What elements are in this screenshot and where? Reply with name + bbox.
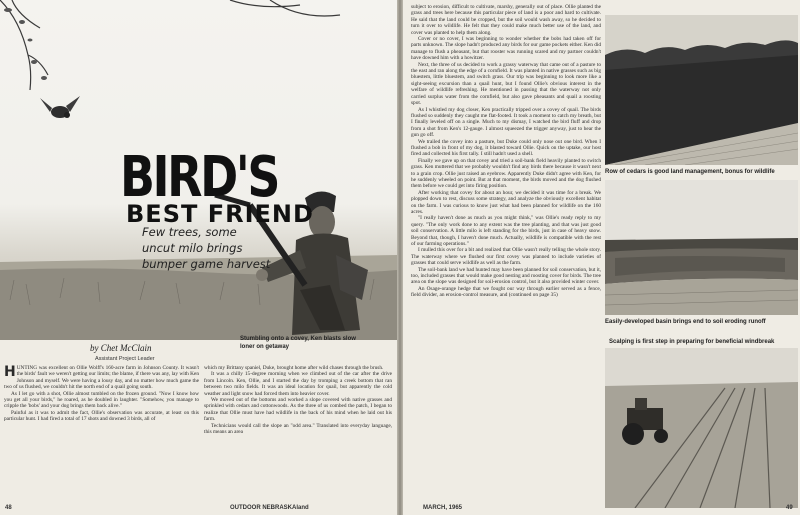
article-deck: Few trees, some uncut milo brings bumper game harvest bbox=[142, 225, 271, 271]
photo-caption-3: Scalping is first step in preparing for beneficial windbreak bbox=[609, 339, 775, 345]
drop-cap: H bbox=[4, 365, 16, 380]
page-number: 48 bbox=[5, 505, 12, 511]
issue-date: MARCH, 1965 bbox=[423, 505, 463, 511]
byline-role: Assistant Project Leader bbox=[95, 356, 155, 362]
hunter-photo bbox=[0, 0, 397, 340]
paragraph: Technicians would call the slope an "odd area." Translated into everyday language, this means an area bbox=[204, 422, 392, 436]
paragraph: Painful as it was to admit the fact, Ollie's observation was accurate, at least on this particular hunt. I had fired a total of 17 shots and downed 3 birds, all of bbox=[4, 409, 199, 423]
paragraph: which my Brittany spaniel, Duke, brought home after wild chases through the brush. bbox=[204, 365, 384, 371]
photo-caption-1: Row of cedars is good land management, bonus for wildlife bbox=[605, 169, 775, 175]
paragraph: "I really haven't done as much as you might think," was Ollie's ready reply to my query. "The only work done to any extent was the tree planting, and that was just good soil conservation. A little milo is left standing for the birds, just in case of heavy snow. Beyond that, though, I haven't done much. Actually, wildlife is compatible with the rest of our farming operations." bbox=[411, 215, 601, 248]
paragraph: We moved out of the bottoms and worked a slope covered with native grasses and sprinkled with cedars and cottonwoods. As the three of us combed the patch, I began to realize that Ollie must have had wildlife in the back of his mind when he laid out his farm. bbox=[204, 397, 392, 423]
page-number: 49 bbox=[786, 505, 793, 511]
paragraph: Next, the three of us decided to work a grassy waterway that came out of a pasture to the east and ran along the edge of a cornfield. It was planted in native grasses such as big bluestem, little bluestem, and switch grass. Our trip was beginning to look more like a sight-seeing excursion than a quail hunt, but I found Ollie's obvious interest in the welfare of wildlife refreshing. He mentioned in passing that the waterway not only carried surplus water from the cornfield, but also gave pheasants and quail a roosting spot. bbox=[411, 61, 601, 107]
magazine-name: OUTDOOR NEBRASKAland bbox=[230, 505, 309, 511]
photo-caption: Stumbling onto a covey, Ken blasts slow loner on getaway bbox=[240, 336, 356, 350]
paragraph: We trailed the covey into a pasture, but Duke could only nose out one bird. When I flushed a bob in front of my dog, it blasted toward Ollie. Quick on the uptake, our host fired and collected his first tally. I still hadn't used a shell. bbox=[411, 138, 601, 158]
text-column-1 bbox=[4, 365, 199, 505]
paragraph: As I let go with a shot, Ollie almost tumbled on the frozen ground. "Now I know how you get all your birds," he roared, as he doubled in laughter. "Somehow, you manage to cripple the 'bobs' and your dog brings them back alive." bbox=[4, 390, 199, 410]
paragraph: HUNTING was excellent on Ollie Wolff's 160-acre farm in Johnson County. It wasn't the birds' fault we weren't getting our limits; the blame, if there was any, lay with Ken Johnson and myself. We were having a lousy day, and no matter how much game the two of us flushed, we couldn't hit the north end of a quail going south. bbox=[4, 365, 199, 391]
paragraph: It was a chilly 15-degree morning when we climbed out of the car after the drive from Lincoln. Ken, Ollie, and I started the day by tromping a creek bottom that ran between two milo fields. It was an ideal location for quail, but apparently the cold weather and light snow had forced them into heavier cover. bbox=[204, 371, 392, 397]
photo-caption-2: Easily-developed basin brings end to soil eroding runoff bbox=[605, 319, 766, 325]
paragraph: The soil-bank land we had hunted may have been planned for soil conservation, but it, too, included grasses that would make good nesting and roosting cover for birds. The tree area on the slope was designed for soil-erosion control, but it also provided winter cover. bbox=[411, 266, 601, 286]
tractor-photo bbox=[605, 348, 798, 508]
article-title: BIRD'S bbox=[120, 145, 278, 210]
paragraph: Cover or no cover, I was beginning to wonder whether the bobs had taken off for parts unknown. The slope hadn't produced any birds for our game pockets either. Ken did manage to flush a pheasant, but that rooster was running scared and my partner couldn't have downed him with a howitzer. bbox=[411, 36, 601, 62]
right-page bbox=[403, 0, 800, 515]
text-column-2 bbox=[204, 365, 392, 505]
paragraph: Finally we gave up on that covey and tried a soil-bank field heavily planted to switch grass. Ken muttered that we probably wouldn't find any birds there because it wasn't next to a grain crop. Ollie just raised an eyebrow. Apparently Duke didn't agree with Ken, for he suddenly wheeled on point. But at that moment, the birds moved and the dog flushed them before we could get into firing position. bbox=[411, 157, 601, 190]
article-subtitle: BEST FRIEND bbox=[126, 200, 314, 228]
paragraph: I mulled this over for a bit and realized that Ollie wasn't really telling the whole story. The waterway where we flushed our first covey was planned to include varieties of grasses that could serve wildlife as well as the farm. bbox=[411, 247, 601, 267]
cedar-row-photo bbox=[605, 15, 798, 165]
paragraph: subject to erosion, difficult to cultivate, marshy, generally out of place. Ollie planted the grass and trees here because this particular piece of land is a poor and hard to cultivate. He said that the land could be cropped, but the soil would wash away, so he decided to turn it over to wildlife. He felt that they could make much better use of the land, and cover was planted to help them along. bbox=[411, 4, 601, 36]
paragraph: After working that covey for about an hour, we decided it was time for a break. We plopped down to rest, discuss some strategy, and analyze the obviously excellent habitat on the farm. I was curious to know just what had been planned for wildlife on the 160 acres. bbox=[411, 189, 601, 215]
byline: by Chet McClain bbox=[90, 343, 152, 353]
paragraph: As I whistled my dog closer, Ken practically tripped over a covey of quail. The birds flushed so suddenly they caught me flat-footed. It took a moment to catch my breath, but I finally leveled off on a single. Much to my dismay, I watched the bird fluff and drop from a shot from Ken's 12-gauge. I almost squeezed the trigger anyway, just to hear the gun go off. bbox=[411, 106, 601, 139]
quail-bird-graphic bbox=[40, 96, 80, 118]
paragraph: An Osage-orange hedge that we fought our way through earlier served as a fence, field divider, an erosion-control measure, and (continued on page 35) bbox=[411, 285, 601, 299]
left-page bbox=[0, 0, 397, 515]
basin-photo bbox=[605, 180, 798, 315]
tree-branch-graphic bbox=[0, 0, 340, 90]
text-column-3 bbox=[411, 4, 601, 504]
